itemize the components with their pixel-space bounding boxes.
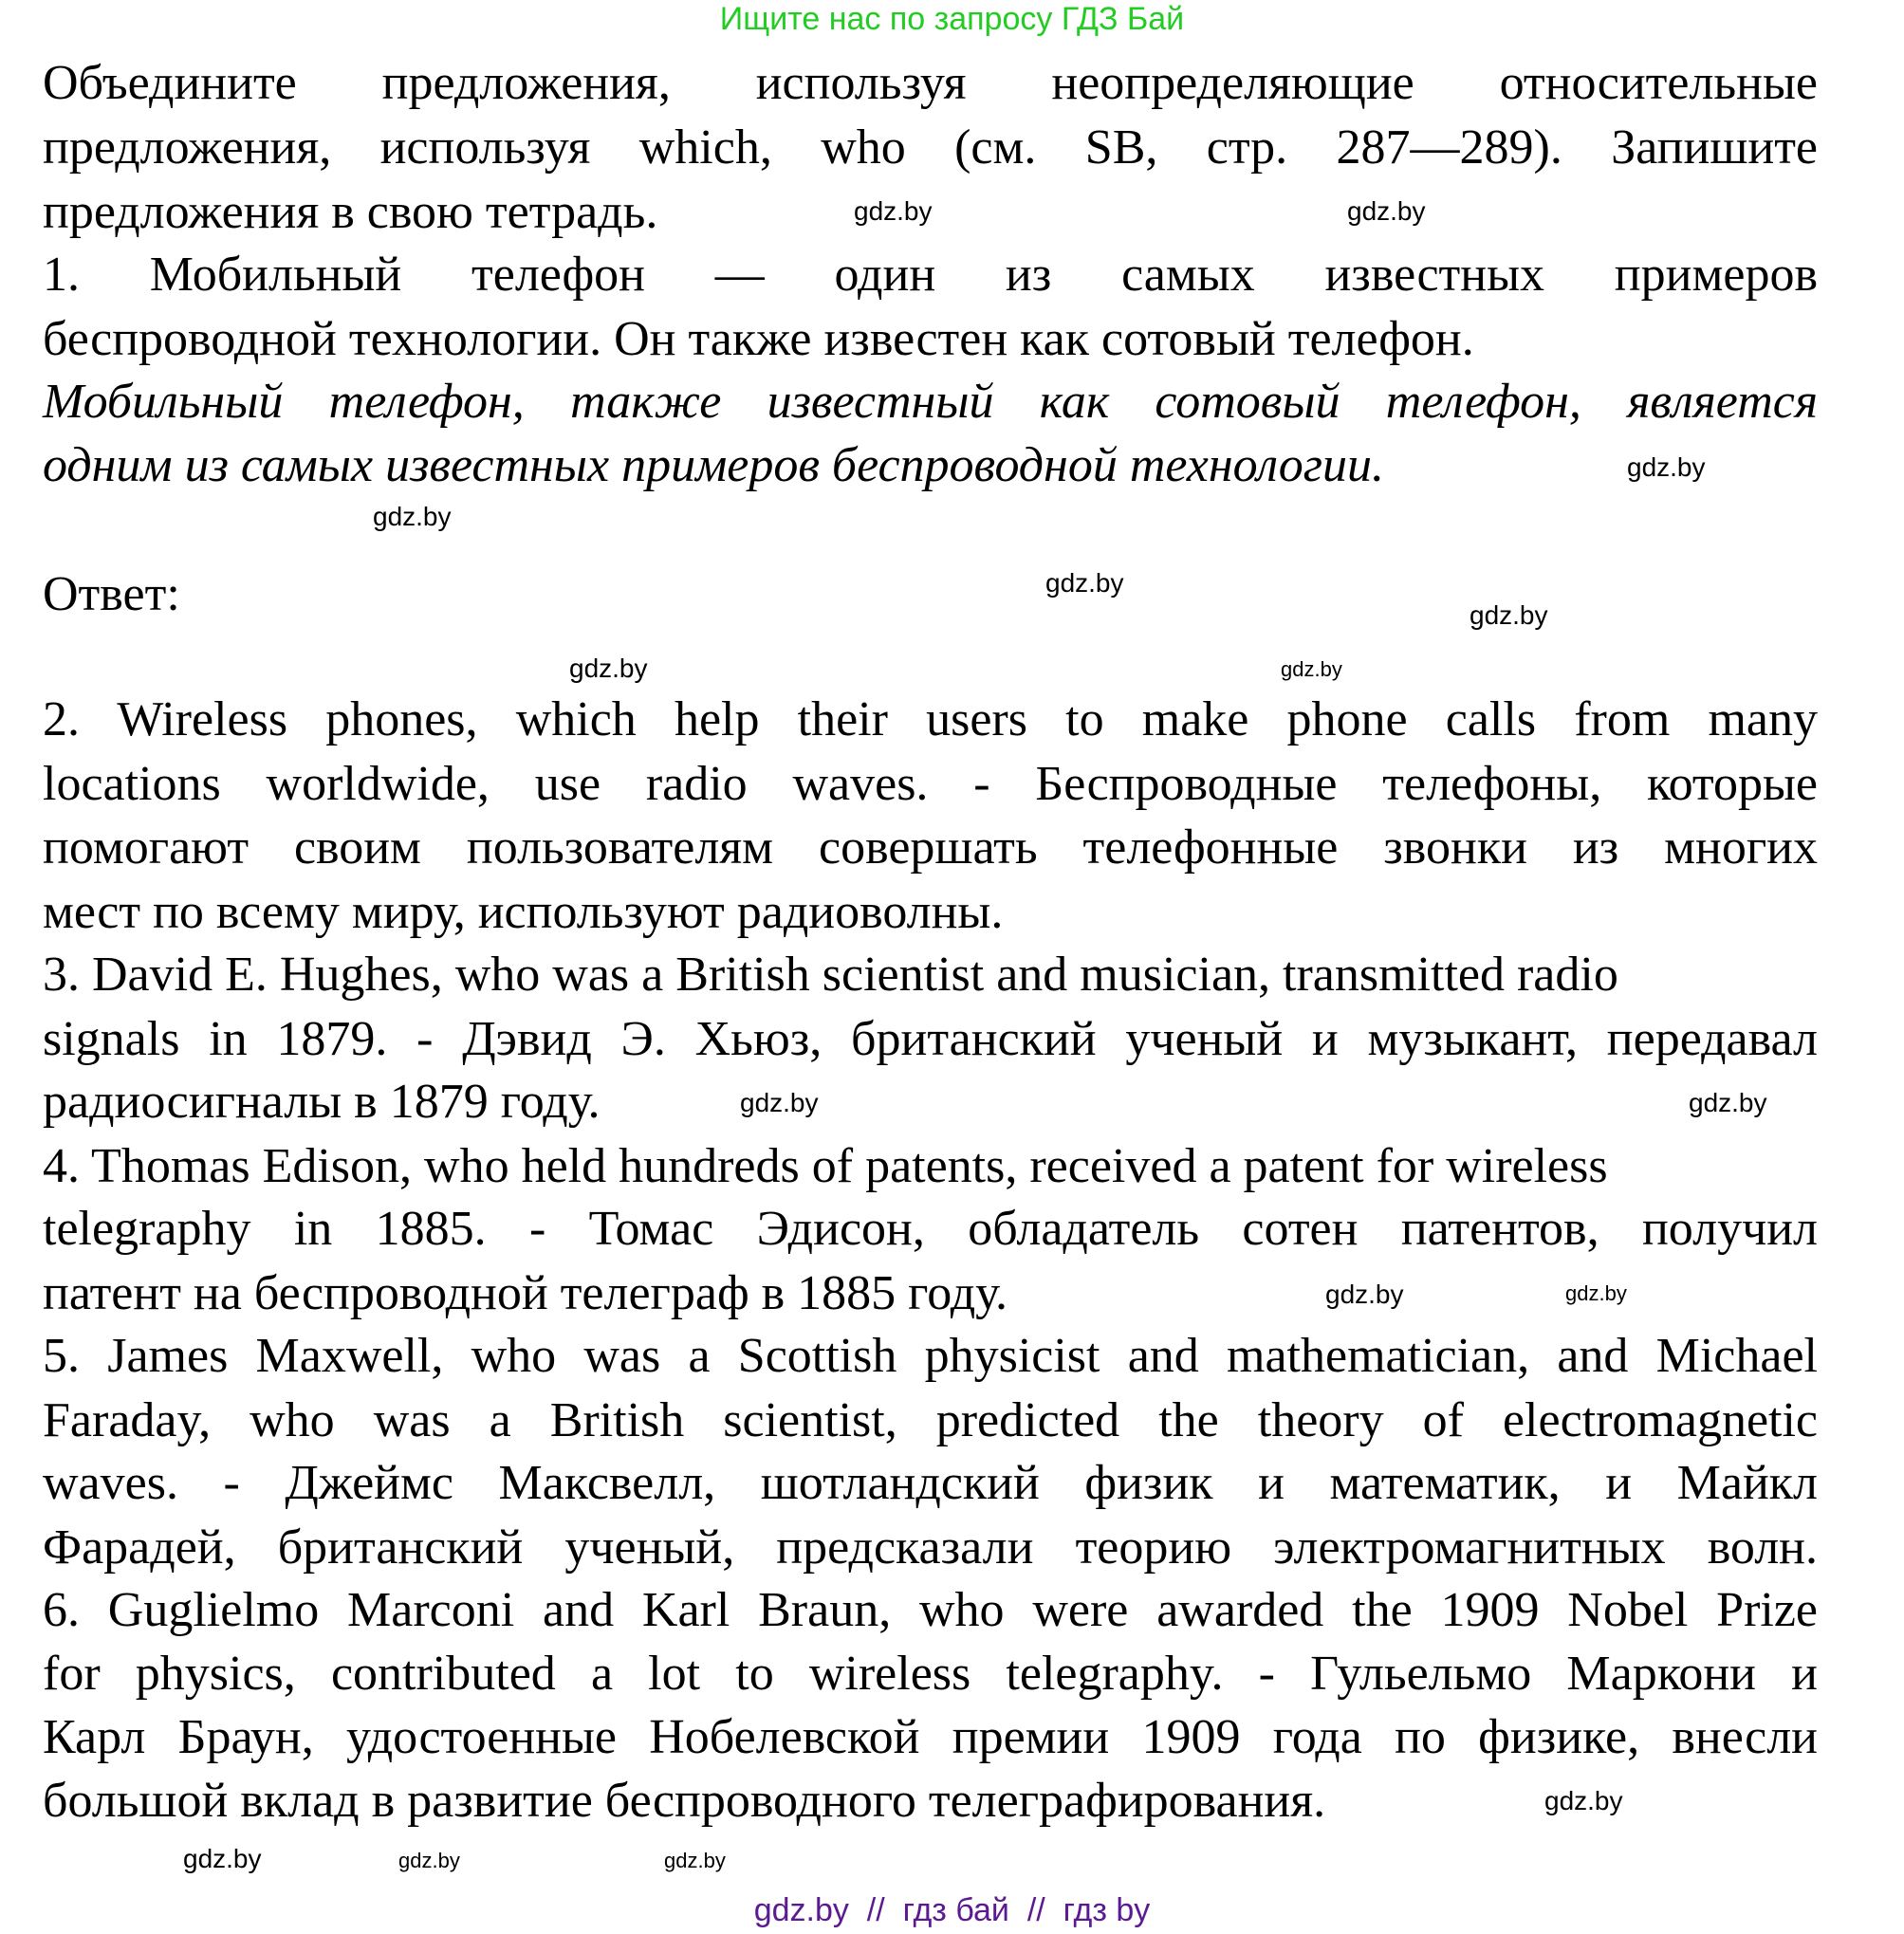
watermark: gdz.by — [1347, 196, 1426, 226]
answer-line: большой вклад в развитие беспроводного телеграфирования. — [43, 1774, 1326, 1828]
watermark: gdz.by — [1470, 600, 1548, 630]
watermark: gdz.by — [373, 502, 452, 531]
watermark: gdz.by — [1325, 1280, 1404, 1309]
answer-line: 2. Wireless phones, which help their users to make phone calls from many — [43, 692, 1818, 746]
answer-line: 6. Guglielmo Marconi and Karl Braun, who were awarded the 1909 Nobel Prize — [43, 1583, 1818, 1637]
task-intro-line: предложения в свою тетрадь. — [43, 185, 658, 239]
watermark: gdz.by — [1281, 657, 1342, 681]
watermark: gdz.by — [1045, 568, 1124, 598]
answer-line: locations worldwide, use radio waves. - Беспроводные телефоны, которые — [43, 757, 1818, 811]
answer-line: signals in 1879. - Дэвид Э. Хьюз, британский ученый и музыкант, передавал — [43, 1012, 1818, 1066]
watermark: gdz.by — [569, 654, 648, 683]
example-answer-line: Мобильный телефон, также известный как сотовый телефон, является — [43, 375, 1818, 429]
watermark: gdz.by — [1627, 452, 1706, 482]
task-intro-line: предложения, используя which, who (см. SB, стр. 287—289). Запишите — [43, 120, 1818, 175]
answer-line: telegraphy in 1885. - Томас Эдисон, обладатель сотен патентов, получил — [43, 1202, 1818, 1256]
watermark: gdz.by — [1689, 1088, 1767, 1117]
answer-line: радиосигналы в 1879 году. — [43, 1075, 601, 1129]
watermark: gdz.by — [740, 1088, 819, 1117]
answer-line: мест по всему миру, используют радиоволны. — [43, 885, 1004, 939]
watermark: gdz.by — [1565, 1281, 1627, 1305]
answer-line: помогают своим пользователям совершать телефонные звонки из многих — [43, 820, 1818, 875]
search-hint-header: Ищите нас по запросу ГДЗ Бай — [719, 1, 1185, 37]
answer-line: 5. James Maxwell, who was a Scottish physicist and mathematician, and Michael — [43, 1329, 1818, 1383]
answer-line: патент на беспроводной телеграф в 1885 году. — [43, 1266, 1007, 1320]
watermark: gdz.by — [183, 1844, 262, 1873]
answer-line: waves. - Джеймс Максвелл, шотландский физик и математик, и Майкл — [43, 1456, 1818, 1510]
answer-line: for physics, contributed a lot to wireless telegraphy. - Гульельмо Маркони и — [43, 1647, 1818, 1701]
answer-line: 3. David E. Hughes, who was a British scientist and musician, transmitted radio — [43, 948, 1618, 1002]
task-item-line: 1. Мобильный телефон — один из самых известных примеров — [43, 248, 1818, 302]
watermark: gdz.by — [664, 1849, 726, 1872]
footer-links: gdz.by // гдз бай // гдз by — [753, 1892, 1151, 1928]
answer-line: 4. Thomas Edison, who held hundreds of patents, received a patent for wireless — [43, 1139, 1608, 1193]
watermark: gdz.by — [398, 1849, 460, 1872]
task-intro-line: Объедините предложения, используя неопределяющие относительные — [43, 56, 1818, 110]
answer-label: Ответ: — [43, 567, 180, 621]
answer-line: Карл Браун, удостоенные Нобелевской премии 1909 года по физике, внесли — [43, 1710, 1818, 1764]
answer-line: Фарадей, британский ученый, предсказали теорию электромагнитных волн. — [43, 1520, 1818, 1575]
task-item-line: беспроводной технологии. Он также известен как сотовый телефон. — [43, 312, 1474, 366]
answer-line: Faraday, who was a British scientist, predicted the theory of electromagnetic — [43, 1393, 1818, 1447]
watermark: gdz.by — [1544, 1786, 1623, 1815]
example-answer-line: одним из самых известных примеров беспроводной технологии. — [43, 438, 1384, 492]
watermark: gdz.by — [854, 196, 933, 226]
